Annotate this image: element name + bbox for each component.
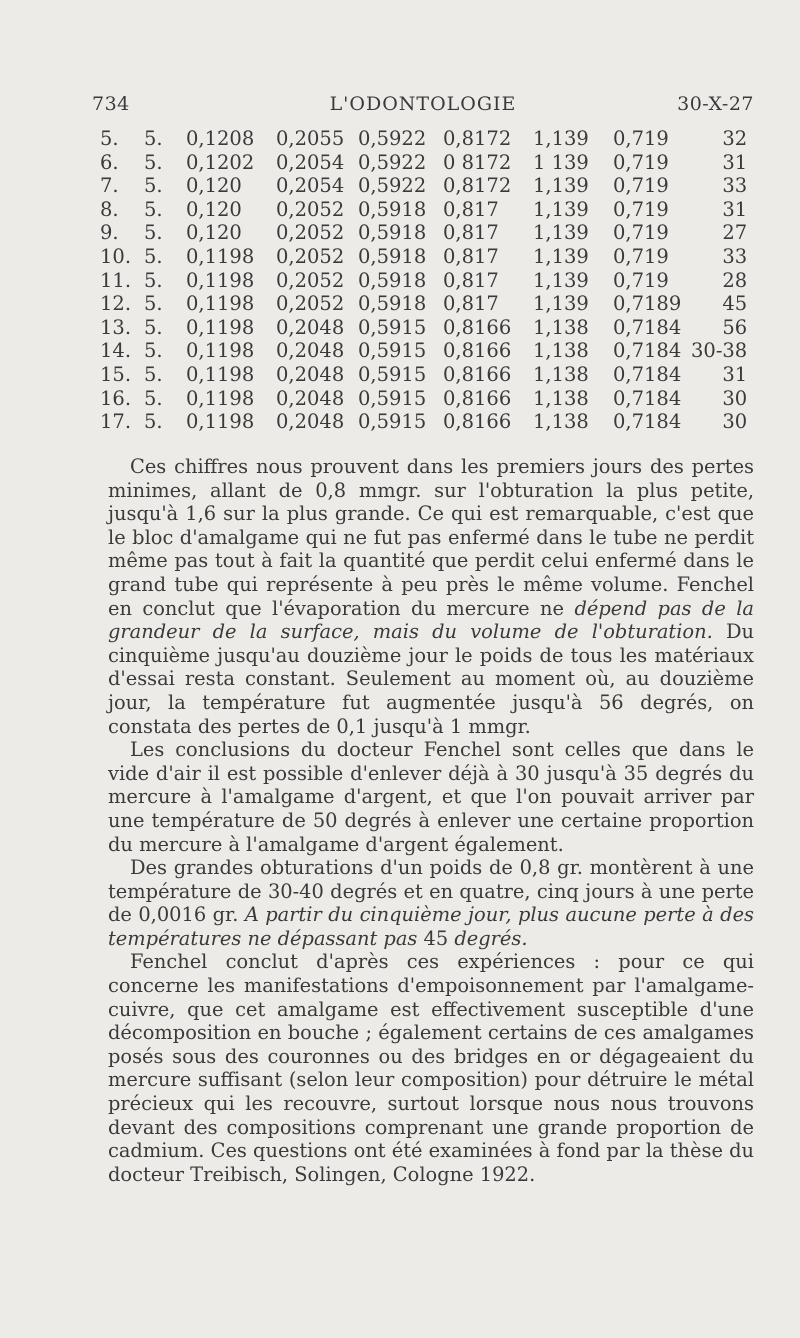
table-cell: 0,5922 xyxy=(358,127,427,150)
table-cell: 1,139 xyxy=(533,127,589,150)
paragraph-3-emphasis-2: degrés. xyxy=(454,926,528,950)
paragraph-3-emphasis: A partir du cinquième jour, plus aucune perte à des températures ne dépassant pas xyxy=(108,903,754,950)
table-cell: 0,719 xyxy=(613,197,669,221)
running-header xyxy=(92,93,754,121)
table-row xyxy=(100,151,747,175)
table-cell: 0,1198 xyxy=(186,292,255,316)
table-cell: 0,719 xyxy=(613,244,669,268)
table-cell: 0,2052 xyxy=(276,221,345,245)
table-cell: 5. xyxy=(144,127,163,150)
table-row xyxy=(100,221,747,245)
table-cell: 0,719 xyxy=(613,174,669,198)
issue-date: 30-X-27 xyxy=(677,93,754,115)
table-cell: 0,2048 xyxy=(276,315,345,339)
table-cell: 0,817 xyxy=(443,268,499,292)
table-row xyxy=(100,174,747,198)
table-cell: 17. xyxy=(100,410,132,434)
paragraph-3 xyxy=(108,856,754,950)
paragraph-4: Fenchel conclut d'après ces expériences : pour ce qui concerne les manifestations d'empoisonnement par l'amalgame-cuivre, que cet amalgame est effectivement susceptible d'une décomposition en bouche ; également certains de ces amalgames posés sous des couronnes ou des bridges en or dégageaient du mercure suffisant (selon leur composition) pour détruire le métal précieux qui les recouvre, surtout lorsque nous nous trouvons devant des compositions comprenant une grande proportion de cadmium. Ces questions ont été examinées à fond par la thèse du docteur Treibisch, Solingen, Cologne 1922. xyxy=(108,950,755,1186)
table-cell: 0,5918 xyxy=(358,292,427,316)
table-row xyxy=(100,245,747,269)
table-cell: 0,817 xyxy=(443,244,499,268)
table-cell: 0,2048 xyxy=(276,410,345,434)
table-cell: 5. xyxy=(144,410,163,434)
table-cell: 0,5918 xyxy=(358,221,427,245)
table-cell: 5. xyxy=(144,174,163,198)
paragraph-3-text-a: Des grandes obturations d'un poids de 0,8 gr. montèrent à une température de 30-40 degrés et en quatre, cinq jours à une perte de 0,0016 gr. xyxy=(108,856,754,927)
table-cell: 0,5922 xyxy=(358,174,427,198)
measurement-table xyxy=(100,127,747,434)
table-cell: 0,719 xyxy=(613,221,669,245)
table-cell: 0,7184 xyxy=(613,339,682,363)
table-cell: 7. xyxy=(100,174,119,198)
table-cell: 0,2048 xyxy=(276,386,345,410)
table-cell: 0,719 xyxy=(613,268,669,292)
paragraph-1-emphasis: dépend pas de la grandeur de la surface, mais du volume de l'obturation. xyxy=(108,596,754,644)
paragraph-1-text-a: Ces chiffres nous prouvent dans les premiers jours des pertes minimes, allant de 0,8 mmgr. sur l'obturation la plus petite, jusqu'à 1,6 sur la plus grande. Ce qui est remarquable, c'est que le bloc d'amalgame qui ne fut pas enfermé dans le tube ne perdit même pas tout à fait la quantité que perdit celui enfermé dans le grand tube qui représente à peu près le même volume. Fenchel en conclut que l'évaporation du mercure ne xyxy=(108,455,754,620)
table-cell: 0,1198 xyxy=(186,410,255,434)
table-cell: 5. xyxy=(144,339,163,363)
table-cell: 56 xyxy=(722,315,748,339)
table-cell: 31 xyxy=(722,362,748,386)
table-cell: 5. xyxy=(144,268,163,292)
table-cell: 0,817 xyxy=(443,292,499,316)
table-cell: 0,5922 xyxy=(358,150,427,174)
table-cell: 1,138 xyxy=(533,362,589,386)
table-row xyxy=(100,410,747,434)
table-cell: 0,2054 xyxy=(276,150,345,174)
table-cell: 0,8166 xyxy=(443,339,512,363)
paragraph-2: Les conclusions du docteur Fenchel sont celles que dans le vide d'air il est possible d'enlever déjà à 30 jusqu'à 35 degrés du mercure à l'amalgame d'argent, et que l'on pouvait arriver par une température de 50 degrés à enlever une certaine proportion du mercure à l'amalgame d'argent également. xyxy=(108,738,754,856)
table-cell: 8. xyxy=(100,197,119,221)
table-cell: 0,817 xyxy=(443,221,499,245)
body-text xyxy=(108,455,754,1186)
table-cell: 5. xyxy=(144,362,163,386)
table-cell: 0,120 xyxy=(186,174,242,198)
table-cell: 13. xyxy=(100,315,132,339)
table-cell: 14. xyxy=(100,339,132,363)
table-cell: 1,139 xyxy=(533,197,589,221)
paragraph-3-text-b: 45 xyxy=(417,926,455,950)
table-cell: 28 xyxy=(722,268,748,292)
table-cell: 27 xyxy=(722,221,748,245)
table-cell: 0,8172 xyxy=(443,174,512,198)
table-cell: 0,1198 xyxy=(186,362,255,386)
table-cell: 0,120 xyxy=(186,197,242,221)
table-cell: 32 xyxy=(722,127,748,150)
table-cell: 16. xyxy=(100,386,132,410)
table-cell: 0,5915 xyxy=(358,410,427,434)
paragraph-1-text-b: Du cinquième jusqu'au douzième jour le poids de tous les matériaux d'essai resta constant. Seulement au moment où, au douzième jour, la température fut augmentée jusqu'à 56 degrés, on constata des pertes de 0,1 jusqu'à 1 mmgr. xyxy=(108,620,754,738)
table-cell: 0,2052 xyxy=(276,244,345,268)
table-cell: 0,5915 xyxy=(358,315,427,339)
table-cell: 1,139 xyxy=(533,174,589,198)
table-cell: 30-38 xyxy=(691,339,748,363)
table-cell: 10. xyxy=(100,244,132,268)
table-row xyxy=(100,339,747,363)
table-cell: 0,2048 xyxy=(276,362,345,386)
table-cell: 0,2052 xyxy=(276,197,345,221)
table-cell: 0,1208 xyxy=(186,127,255,150)
table-cell: 0,2052 xyxy=(276,292,345,316)
table-cell: 0,8166 xyxy=(443,315,512,339)
table-cell: 0,8166 xyxy=(443,386,512,410)
table-row xyxy=(100,292,747,316)
table-cell: 1,139 xyxy=(533,244,589,268)
table-cell: 15. xyxy=(100,362,132,386)
table-cell: 0,5915 xyxy=(358,386,427,410)
table-row xyxy=(100,198,747,222)
table-cell: 1,138 xyxy=(533,386,589,410)
table-cell: 0,7184 xyxy=(613,386,682,410)
table-cell: 31 xyxy=(722,197,748,221)
paragraph-1 xyxy=(108,455,754,738)
table-cell: 31 xyxy=(722,150,748,174)
table-cell: 0,8172 xyxy=(443,127,512,150)
table-cell: 0,1198 xyxy=(186,244,255,268)
table-cell: 0,2048 xyxy=(276,339,345,363)
table-row xyxy=(100,363,747,387)
table-cell: 0,2054 xyxy=(276,174,345,198)
table-cell: 5. xyxy=(144,244,163,268)
table-cell: 33 xyxy=(722,174,748,198)
table-cell: 5. xyxy=(144,292,163,316)
table-cell: 1,139 xyxy=(533,268,589,292)
table-cell: 30 xyxy=(722,410,748,434)
table-cell: 5. xyxy=(144,150,163,174)
table-cell: 1,139 xyxy=(533,221,589,245)
table-cell: 0,5918 xyxy=(358,244,427,268)
table-cell: 5. xyxy=(144,221,163,245)
table-cell: 0,1198 xyxy=(186,315,255,339)
table-cell: 0,5915 xyxy=(358,362,427,386)
table-cell: 9. xyxy=(100,221,119,245)
table-cell: 0,5915 xyxy=(358,339,427,363)
table-cell: 0,1202 xyxy=(186,150,255,174)
table-cell: 12. xyxy=(100,292,132,316)
table-cell: 45 xyxy=(722,292,748,316)
table-cell: 5. xyxy=(100,127,119,150)
table-cell: 0,2052 xyxy=(276,268,345,292)
table-cell: 0,120 xyxy=(186,221,242,245)
table-row xyxy=(100,387,747,411)
table-row xyxy=(100,127,747,151)
table-cell: 0,719 xyxy=(613,127,669,150)
journal-title: L'ODONTOLOGIE xyxy=(329,93,517,115)
table-cell: 1,138 xyxy=(533,339,589,363)
table-cell: 5. xyxy=(144,197,163,221)
table-cell: 11. xyxy=(100,268,132,292)
table-cell: 0,7184 xyxy=(613,362,682,386)
table-cell: 0,1198 xyxy=(186,386,255,410)
table-cell: 0,7184 xyxy=(613,410,682,434)
page-number: 734 xyxy=(92,93,130,115)
table-cell: 0,1198 xyxy=(186,268,255,292)
table-cell: 0,7189 xyxy=(613,292,682,316)
table-cell: 0,817 xyxy=(443,197,499,221)
table-row xyxy=(100,316,747,340)
table-cell: 0,1198 xyxy=(186,339,255,363)
table-cell: 0,5918 xyxy=(358,268,427,292)
table-cell: 5. xyxy=(144,386,163,410)
table-cell: 0,8166 xyxy=(443,410,512,434)
table-cell: 0,2055 xyxy=(276,127,345,150)
table-cell: 5. xyxy=(144,315,163,339)
table-cell: 0,8166 xyxy=(443,362,512,386)
table-row xyxy=(100,269,747,293)
table-cell: 0,719 xyxy=(613,150,669,174)
table-cell: 0,7184 xyxy=(613,315,682,339)
table-cell: 0 8172 xyxy=(443,150,512,174)
table-cell: 30 xyxy=(722,386,748,410)
table-cell: 6. xyxy=(100,150,119,174)
table-cell: 1,138 xyxy=(533,410,589,434)
table-cell: 1,138 xyxy=(533,315,589,339)
table-body xyxy=(100,127,747,434)
table-cell: 1 139 xyxy=(533,150,589,174)
table-cell: 33 xyxy=(722,244,748,268)
table-cell: 0,5918 xyxy=(358,197,427,221)
table-cell: 1,139 xyxy=(533,292,589,316)
